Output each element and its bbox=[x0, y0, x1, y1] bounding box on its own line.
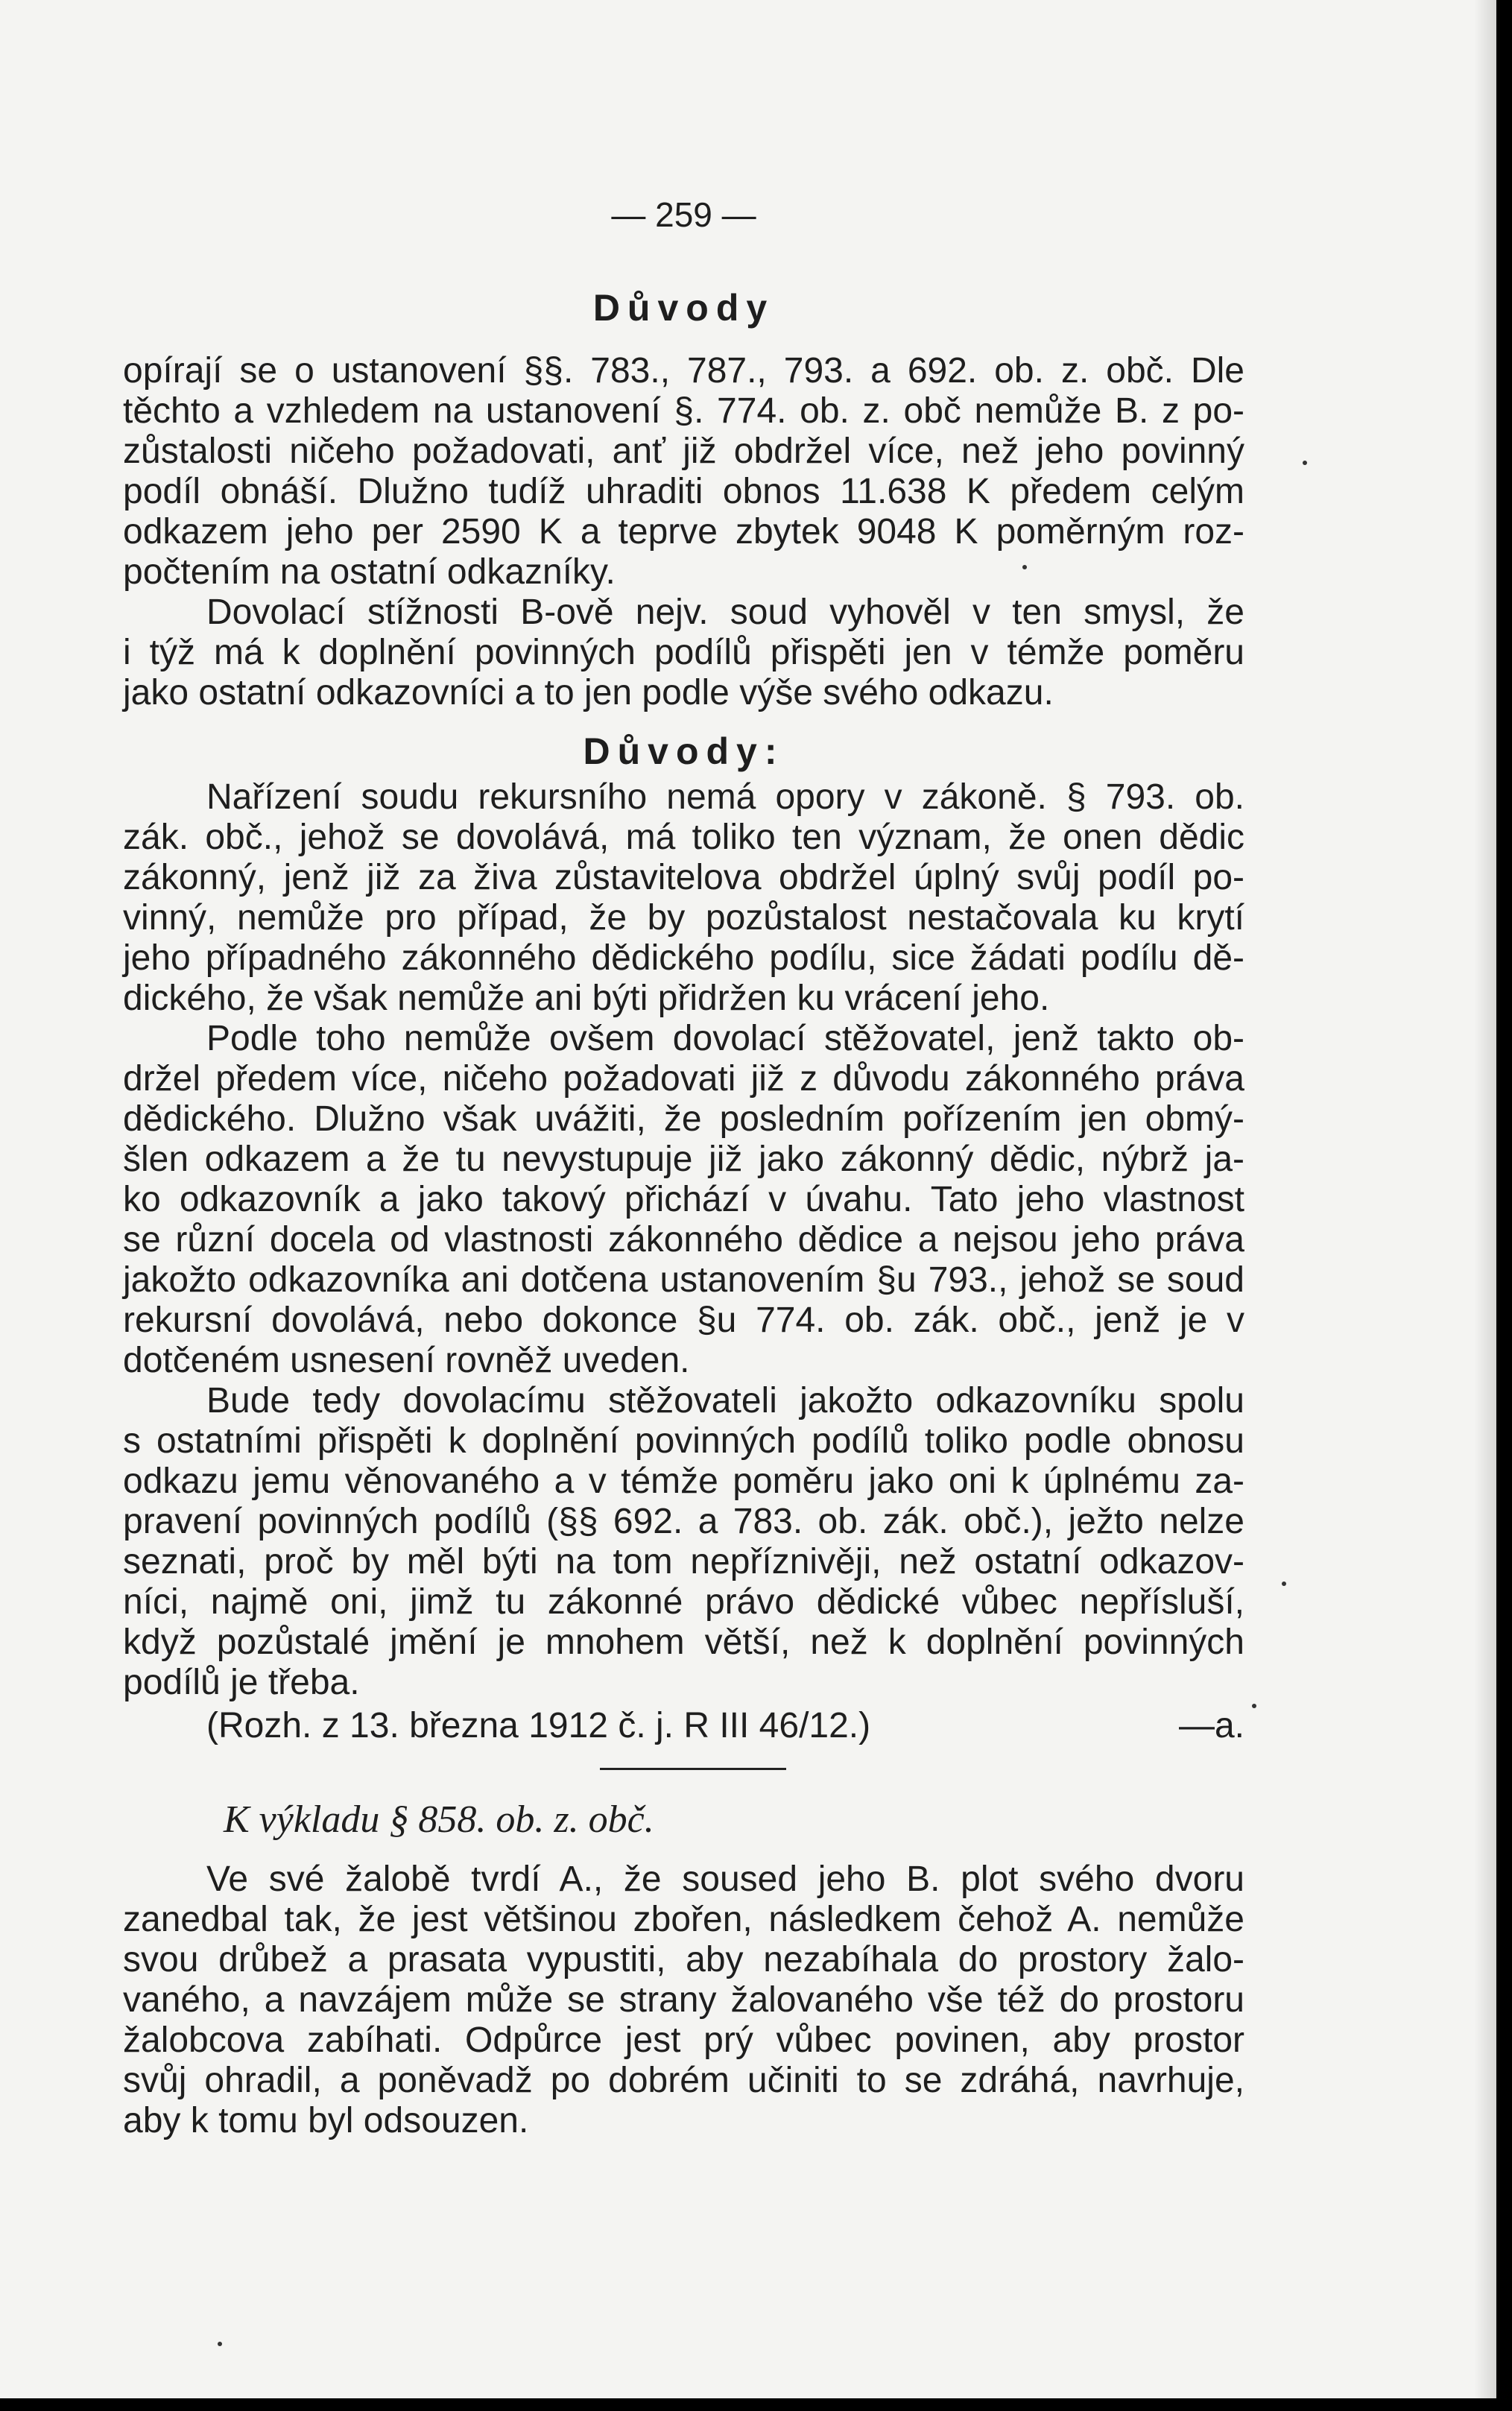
text-line: šlen odkazem a že tu nevystupuje již jako zákonný dědic, nýbrž ja- bbox=[123, 1140, 1244, 1179]
section-title: K výkladu § 858. ob. z. obč. bbox=[224, 1798, 654, 1841]
text-line: jakožto odkazovníka ani dotčena ustanovením §u 793., jehož se soud bbox=[123, 1260, 1244, 1300]
citation-line bbox=[123, 1704, 1244, 1748]
text-line: Nařízení soudu rekursního nemá opory v zákoně. § 793. ob. bbox=[206, 777, 1244, 817]
text-line: pravení povinných podílů (§§ 692. a 783. ob. zák. obč.), ježto nelze bbox=[123, 1502, 1244, 1541]
text-line: rekursní dovolává, nebo dokonce §u 774. ob. zák. obč., jenž je v bbox=[123, 1301, 1244, 1340]
text-line: zanedbal tak, že jest většinou zbořen, následkem čehož A. nemůže bbox=[123, 1900, 1244, 1939]
text-line: Podle toho nemůže ovšem dovolací stěžovatel, jenž takto ob- bbox=[206, 1019, 1244, 1058]
text-line: seznati, proč by měl býti na tom nepříznivěji, než ostatní odkazov- bbox=[123, 1542, 1244, 1581]
text-line: níci, najmě oni, jimž tu zákonné právo dědické vůbec nepřísluší, bbox=[123, 1582, 1244, 1622]
text-line: dědického. Dlužno však uvážiti, že posledním pořízením jen obmý- bbox=[123, 1099, 1244, 1139]
text-line: svůj ohradil, a poněvadž po dobrém učiniti to se zdráhá, navrhuje, bbox=[123, 2061, 1244, 2100]
ink-speck bbox=[1252, 1704, 1256, 1708]
text-line: zákonný, jenž již za živa zůstavitelova obdržel úplný svůj podíl po- bbox=[123, 858, 1244, 897]
text-line: podíl obnáší. Dlužno tudíž uhraditi obnos 11.638 K předem celým bbox=[123, 472, 1244, 511]
section-divider bbox=[600, 1768, 786, 1770]
text-line: odkazem jeho per 2590 K a teprve zbytek 9048 K poměrným roz- bbox=[123, 512, 1244, 552]
text-line: těchto a vzhledem na ustanovení §. 774. ob. z. obč nemůže B. z po- bbox=[123, 391, 1244, 431]
text-line: s ostatními přispěti k doplnění povinných podílů toliko podle obnosu bbox=[123, 1421, 1244, 1461]
text-line: opírají se o ustanovení §§. 783., 787., 793. a 692. ob. z. obč. Dle bbox=[123, 351, 1244, 391]
heading-duvody-1: Důvody bbox=[592, 287, 775, 329]
text-line: i týž má k doplnění povinných podílů přispěti jen v témže poměru bbox=[123, 633, 1244, 672]
text-line: když pozůstalé jmění je mnohem větší, než k doplnění povinných bbox=[123, 1622, 1244, 1662]
text-line: vaného, a navzájem může se strany žalovaného vše též do prostoru bbox=[123, 1980, 1244, 2020]
text-line: jako ostatní odkazovníci a to jen podle výše svého odkazu. bbox=[123, 673, 1054, 712]
ink-speck bbox=[218, 2342, 222, 2346]
ink-speck bbox=[1282, 1581, 1286, 1586]
text-line: se různí docela od vlastnosti zákonného dědice a nejsou jeho práva bbox=[123, 1220, 1244, 1260]
text-line: dického, že však nemůže ani býti přidržen ku vrácení jeho. bbox=[123, 979, 1050, 1018]
ink-speck bbox=[1022, 565, 1027, 569]
text-line: dotčeném usnesení rovněž uveden. bbox=[123, 1341, 690, 1380]
text-line: odkazu jemu věnovaného a v témže poměru jako oni k úplnému za- bbox=[123, 1462, 1244, 1501]
text-line: vinný, nemůže pro případ, že by pozůstalost nestačovala ku krytí bbox=[123, 898, 1244, 938]
text-line: jeho případného zákonného dědického podílu, sice žádati podílu dě- bbox=[123, 938, 1244, 978]
text-line: držel předem více, ničeho požadovati již z důvodu zákonného práva bbox=[123, 1059, 1244, 1099]
text-line: ko odkazovník a jako takový přichází v úvahu. Tato jeho vlastnost bbox=[123, 1180, 1244, 1219]
text-line: žalobcova zabíhati. Odpůrce jest prý vůbec povinen, aby prostor bbox=[123, 2020, 1244, 2060]
text-line: aby k tomu byl odsouzen. bbox=[123, 2101, 529, 2140]
heading-duvody-2: Důvody: bbox=[583, 730, 785, 772]
signature: —a. bbox=[1178, 1706, 1244, 1745]
ink-speck bbox=[1303, 461, 1307, 465]
text-line: podílů je třeba. bbox=[123, 1663, 360, 1702]
text-line: počtením na ostatní odkazníky. bbox=[123, 552, 616, 592]
citation: (Rozh. z 13. března 1912 č. j. R III 46/12.) bbox=[206, 1706, 871, 1745]
text-line: Dovolací stížnosti B-ově nejv. soud vyhověl v ten smysl, že bbox=[206, 593, 1244, 632]
text-line: zák. obč., jehož se dovolává, má toliko ten význam, že onen dědic bbox=[123, 818, 1244, 857]
text-line: svou drůbež a prasata vypustiti, aby nezabíhala do prostory žalo- bbox=[123, 1940, 1244, 1979]
page-number: — 259 — bbox=[611, 195, 756, 234]
page-edge-shadow bbox=[1474, 0, 1496, 2398]
text-line: Ve své žalobě tvrdí A., že soused jeho B. plot svého dvoru bbox=[206, 1859, 1244, 1899]
text-line: zůstalosti ničeho požadovati, anť již obdržel více, než jeho povinný bbox=[123, 432, 1244, 471]
text-line: Bude tedy dovolacímu stěžovateli jakožto odkazovníku spolu bbox=[206, 1381, 1244, 1421]
